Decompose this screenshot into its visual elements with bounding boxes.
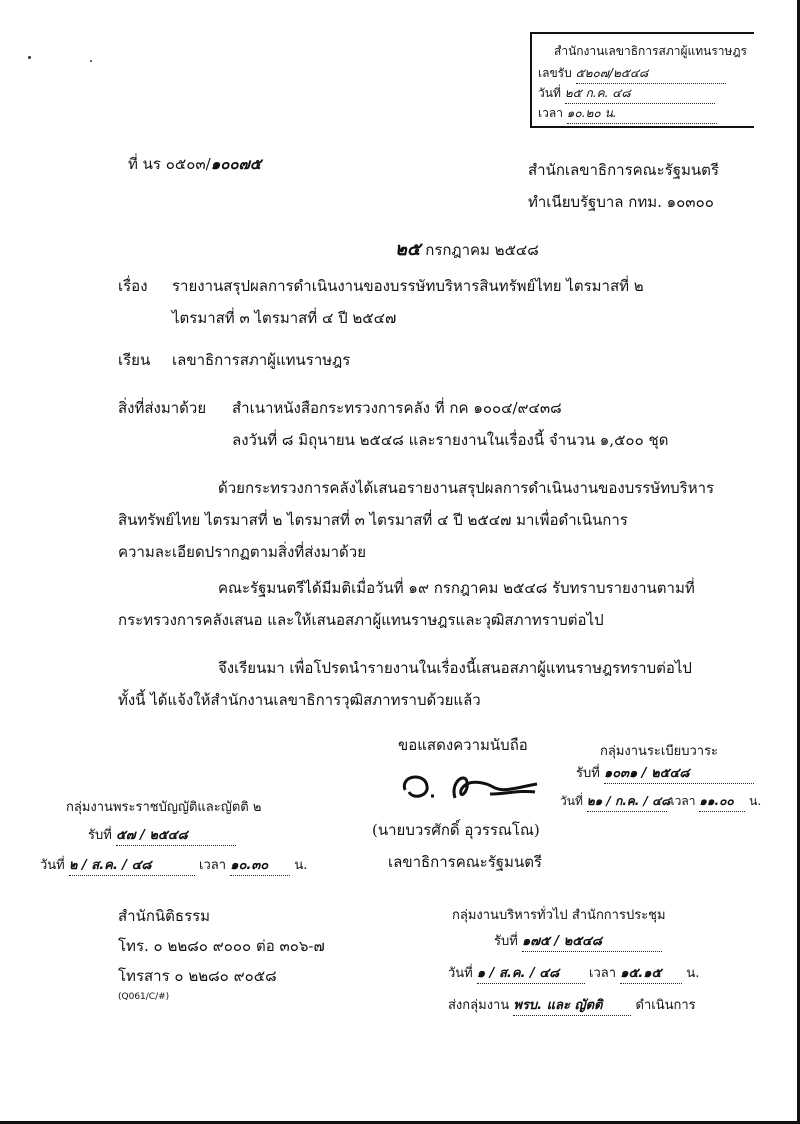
receipt-stamp-time-value: ๑๐.๒๐ น. <box>567 104 717 124</box>
enclosure-line-1: สำเนาหนังสือกระทรวงการคลัง ที่ กค ๑๐๐๔/๙๔๓๘ <box>232 399 562 417</box>
stamp-legislation-date-row <box>40 854 307 876</box>
receipt-stamp-date-label: วันที่ <box>538 86 561 100</box>
footer-department: สำนักนิติธรรม <box>118 907 211 925</box>
stamp-legislation-time-value: ๑๐.๓๐ <box>230 854 290 876</box>
stamp-procedure-date-row <box>560 792 761 812</box>
receipt-stamp <box>530 32 754 128</box>
body-p3-line-2: ทั้งนี้ ได้แจ้งให้สำนักงานเลขาธิการวุฒิสภาทราบด้วยแล้ว <box>118 691 481 709</box>
stamp-admin-receive-label: รับที่ <box>494 934 518 949</box>
letter-date-day: ๒๕ <box>395 239 421 260</box>
stamp-legislation-receive-value: ๕๗ / ๒๕๔๘ <box>116 824 236 846</box>
body-p3-line-1: จึงเรียนมา เพื่อโปรดนำรายงานในเรื่องนี้เสนอสภาผู้แทนราษฎรทราบต่อไป <box>218 659 692 677</box>
subject-label: เรื่อง <box>118 277 148 295</box>
body-paragraph-3 <box>118 652 692 716</box>
stamp-admin-send-value: พรบ. และ ญัตติ <box>513 994 631 1016</box>
body-p1-line-1: ด้วยกระทรวงการคลังได้เสนอรายงานสรุปผลการดำเนินงานของบรรษัทบริหาร <box>218 479 715 497</box>
subject-line-1: รายงานสรุปผลการดำเนินงานของบรรษัทบริหารสินทรัพย์ไทย ไตรมาสที่ ๒ <box>172 277 644 295</box>
stamp-procedure-receive-row <box>576 762 754 784</box>
signature <box>395 760 545 810</box>
stamp-legislation-unit: น. <box>294 858 308 873</box>
stamp-admin-title: กลุ่มงานบริหารทั่วไป สำนักการประชุม <box>452 908 666 923</box>
stamp-procedure-time-value: ๑๑.๐๐ <box>699 792 745 812</box>
receipt-stamp-time-row <box>538 104 717 124</box>
recipient-label: เรียน <box>118 351 151 369</box>
stamp-procedure-title: กลุ่มงานระเบียบวาระ <box>600 744 719 759</box>
stamp-admin-send-label: ส่งกลุ่มงาน <box>448 998 510 1013</box>
receipt-stamp-date-row <box>538 84 715 104</box>
body-paragraph-2 <box>118 572 695 636</box>
stamp-admin-date-value: ๑ / ส.ค. / ๔๘ <box>477 962 585 984</box>
stamp-procedure-receive-value: ๑๐๓๑ / ๒๕๔๘ <box>604 762 754 784</box>
stamp-admin-date-label: วันที่ <box>448 966 473 981</box>
stamp-legislation-date-label: วันที่ <box>40 858 65 873</box>
stamp-admin-receive-row <box>494 930 662 952</box>
reference-prefix: ที่ นร ๐๕๐๓/ <box>128 155 211 173</box>
enclosure-label: สิ่งที่ส่งมาด้วย <box>118 399 207 417</box>
letter-date <box>395 234 539 263</box>
body-p2-line-2: กระทรวงการคลังเสนอ และให้เสนอสภาผู้แทนราษฎรและวุฒิสภาทราบต่อไป <box>118 611 604 629</box>
stamp-legislation-time-label: เวลา <box>199 858 227 873</box>
footer-form-code: (Q061/C/#) <box>118 992 170 1002</box>
receipt-stamp-number-value: ๕๒๐๗/๒๕๔๘ <box>576 64 726 84</box>
stamp-admin-time-label: เวลา <box>589 966 617 981</box>
body-p2-line-1: คณะรัฐมนตรีได้มีมติเมื่อวันที่ ๑๙ กรกฎาคม ๒๕๔๘ รับทราบรายงานตามที่ <box>218 579 695 597</box>
stamp-admin-send-suffix: ดำเนินการ <box>635 998 696 1013</box>
letter-date-rest: กรกฎาคม ๒๕๔๘ <box>425 241 539 259</box>
scan-speck <box>28 56 31 59</box>
signer-title: เลขาธิการคณะรัฐมนตรี <box>388 853 542 871</box>
recipient-text: เลขาธิการสภาผู้แทนราษฎร <box>172 351 351 369</box>
closing-salutation: ขอแสดงความนับถือ <box>398 736 528 754</box>
stamp-admin-time-value: ๑๕.๑๕ <box>620 962 682 984</box>
receipt-stamp-date-value: ๒๕ ก.ค. ๔๘ <box>565 84 715 104</box>
stamp-legislation-date-value: ๒ / ส.ค. / ๔๘ <box>69 854 195 876</box>
footer-fax: โทรสาร ๐ ๒๒๘๐ ๙๐๕๘ <box>118 967 277 985</box>
body-p1-line-2: สินทรัพย์ไทย ไตรมาสที่ ๒ ไตรมาสที่ ๓ ไตรมาสที่ ๔ ปี ๒๕๔๗ มาเพื่อดำเนินการ <box>118 511 628 529</box>
office-address: ทำเนียบรัฐบาล กทม. ๑๐๓๐๐ <box>528 193 714 211</box>
footer-phone: โทร. ๐ ๒๒๘๐ ๙๐๐๐ ต่อ ๓๐๖-๗ <box>118 937 325 955</box>
stamp-legislation-receive-label: รับที่ <box>88 828 112 843</box>
receipt-stamp-title: สำนักงานเลขาธิการสภาผู้แทนราษฎร <box>554 44 747 58</box>
body-p1-line-3: ความละเอียดปรากฏตามสิ่งที่ส่งมาด้วย <box>118 543 366 561</box>
stamp-admin-date-row <box>448 962 699 984</box>
receipt-stamp-number-label: เลขรับ <box>538 66 572 80</box>
stamp-admin-send-row <box>448 994 696 1016</box>
stamp-procedure-unit: น. <box>749 794 762 808</box>
receipt-stamp-time-label: เวลา <box>538 106 563 120</box>
signer-name: (นายบวรศักดิ์ อุวรรณโณ) <box>372 821 540 839</box>
stamp-legislation-title: กลุ่มงานพระราชบัญญัติและญัตติ ๒ <box>66 800 262 815</box>
stamp-procedure-date-label: วันที่ <box>560 794 583 808</box>
stamp-admin-unit: น. <box>686 966 700 981</box>
stamp-procedure-date-value: ๒๑ / ก.ค. / ๔๘ <box>587 792 667 812</box>
scan-speck <box>90 60 92 62</box>
body-paragraph-1 <box>118 472 714 568</box>
stamp-admin-receive-value: ๑๗๕ / ๒๕๔๘ <box>522 930 662 952</box>
enclosure-line-2: ลงวันที่ ๘ มิถุนายน ๒๕๔๘ และรายงานในเรื่องนี้ จำนวน ๑,๕๐๐ ชุด <box>232 431 669 449</box>
reference-number <box>128 152 261 176</box>
reference-handwritten: ๑๐๐๗๕ <box>210 155 262 173</box>
stamp-procedure-receive-label: รับที่ <box>576 766 600 781</box>
office-name: สำนักเลขาธิการคณะรัฐมนตรี <box>528 161 719 179</box>
receipt-stamp-number-row <box>538 64 726 84</box>
stamp-legislation-receive-row <box>88 824 236 846</box>
subject-line-2: ไตรมาสที่ ๓ ไตรมาสที่ ๔ ปี ๒๕๔๗ <box>172 309 397 327</box>
stamp-procedure-time-label: เวลา <box>670 794 696 808</box>
